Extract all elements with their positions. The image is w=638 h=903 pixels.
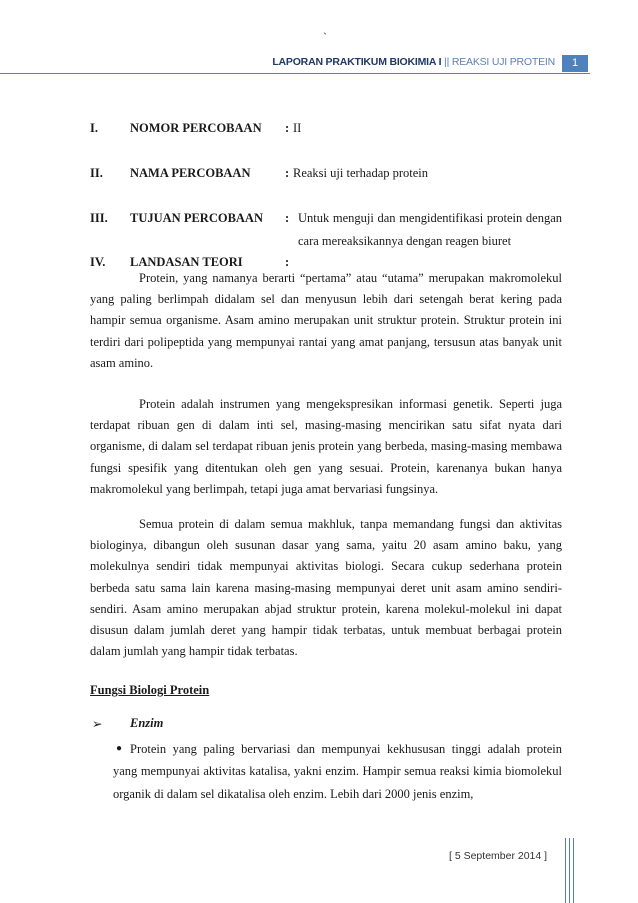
item-number: I. [90, 121, 98, 135]
header-rule [0, 73, 590, 74]
footer-date: [ 5 September 2014 ] [449, 850, 548, 862]
item-number: III. [90, 211, 108, 225]
bullet-text: yang mempunyai aktivitas katalisa, yakni enzim. Hampir semua reaksi kimia biomolekul organik di dalam sel dikatalisa oleh enzim. Lebih dari 2000 jenis enzim, [113, 764, 562, 801]
bullet-first-line: Protein yang paling bervariasi dan mempunyai kekhususan tinggi adalah protein [130, 742, 562, 756]
item-value: Reaksi uji terhadap protein [293, 166, 429, 180]
section-title: Fungsi Biologi Protein [90, 683, 210, 697]
item-number: II. [90, 166, 103, 180]
header-separator: || [444, 56, 450, 68]
item-label: LANDASAN TEORI [130, 255, 243, 269]
header-title-bold: LAPORAN PRAKTIKUM BIOKIMIA I [272, 56, 442, 68]
item-colon: : [285, 211, 290, 225]
item-value: II [293, 121, 302, 135]
paragraph: Protein, yang namanya berarti “pertama” atau “utama” merupakan makromolekul yang paling berlimpah didalam sel dan menyusun lebih dari setengah berat kering pada hampir semua organisme. Asam amino merupakan unit struktur protein. Struktur protein ini terdiri dari polipeptida yang mempunyai rantai yang amat panjang, tersusun atas banyak unit asam amino. [90, 271, 562, 370]
item-colon: : [285, 255, 290, 269]
item-label: TUJUAN PERCOBAAN [130, 211, 263, 225]
subsection-title: Enzim [130, 716, 164, 730]
header-subtitle: REAKSI UJI PROTEIN [451, 56, 555, 68]
arrow-bullet-icon: ➢ [92, 717, 103, 731]
bullet-dot-icon: ● [116, 743, 123, 754]
footer-line [573, 838, 574, 903]
paragraph: Protein adalah instrumen yang mengekspresikan informasi genetik. Seperti juga terdapat ribuan gen di dalam inti sel, masing-masing mencirikan satu sifat nyata dari organisme, di dalam sel terdapat ribuan jenis protein yang berbeda, masing-masing membawa fungsi spesifik yang ditentukan oleh gen yang sesuai. Protein, karenanya bukan hanya makromolekul yang berlimpah, tetapi juga amat bervariasi fungsinya. [90, 397, 562, 496]
item-label: NOMOR PERCOBAAN [130, 121, 262, 135]
item-label: NAMA PERCOBAAN [130, 166, 251, 180]
item-number: IV. [90, 255, 106, 269]
item-value: Untuk menguji dan mengidentifikasi protein dengan [298, 211, 562, 225]
footer-line [569, 838, 570, 903]
item-colon: : [285, 121, 290, 135]
item-colon: : [285, 166, 290, 180]
page-number: 1 [562, 55, 588, 72]
item-tujuan-value-line2: cara mereaksikannya dengan reagen biuret [298, 234, 512, 248]
paragraph: Semua protein di dalam semua makhluk, tanpa memandang fungsi dan aktivitas biologinya, dibangun oleh susunan dasar yang sama, yaitu 20 asam amino baku, yang molekulnya sendiri tidak mempunyai aktivitas biologi. Secara cukup sederhana protein berbeda satu sama lain karena masing-masing mempunyai deret unit asam amino sendiri-sendiri. Asam amino merupakan abjad struktur protein, karena molekul-molekul ini dapat disusun dalam jumlah deret yang hampir tidak terbatas, untuk membuat berbagai protein dalam jumlah yang hampir tidak terbatas. [90, 517, 562, 659]
footer-line [565, 838, 566, 903]
header-title [272, 56, 555, 68]
page-header [0, 55, 638, 75]
header-mark: ` [323, 30, 327, 44]
